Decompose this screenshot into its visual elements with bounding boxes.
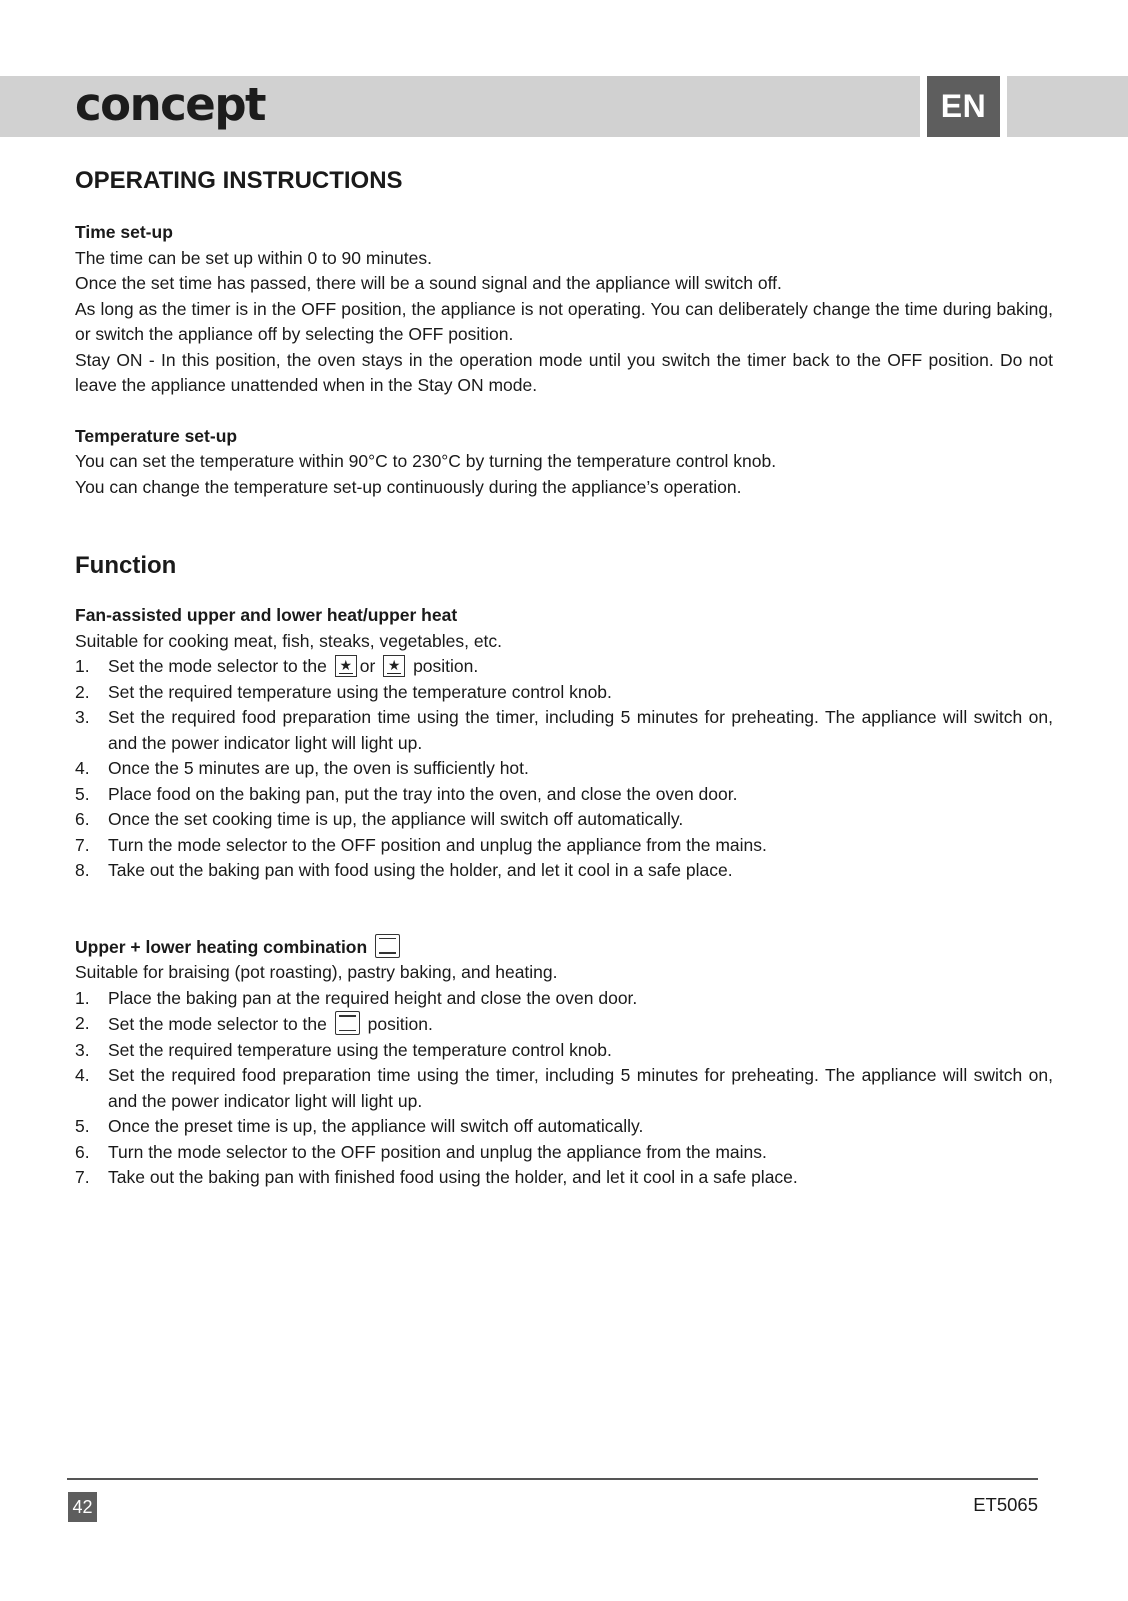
list-text: Set the required food preparation time using the timer, including 5 minutes for preheating. The appliance will switch on, and the power indicator light will light up.	[108, 1065, 1053, 1111]
model-number: ET5065	[973, 1494, 1038, 1515]
list-text: position.	[413, 656, 479, 676]
list-item	[75, 680, 1053, 706]
paragraph: As long as the timer is in the OFF position, the appliance is not operating. You can deliberately change the time during baking, or switch the appliance off by selecting the OFF position.	[75, 298, 1053, 344]
list-text: Take out the baking pan with finished food using the holder, and let it cool in a safe place.	[108, 1167, 798, 1187]
list-number: 7.	[75, 834, 90, 855]
steps-list-updown	[75, 986, 1053, 1191]
list-item	[75, 807, 1053, 833]
heading-temperature-setup: Temperature set-up	[75, 425, 238, 446]
list-text: Once the preset time is up, the appliance will switch off automatically.	[108, 1116, 644, 1136]
section-title-operating: OPERATING INSTRUCTIONS	[75, 167, 403, 194]
header-divider	[1000, 76, 1007, 137]
paragraph: Suitable for braising (pot roasting), pastry baking, and heating.	[75, 962, 558, 982]
page-number: 42	[68, 1492, 97, 1522]
list-number: 4.	[75, 758, 90, 778]
steps-list-fan	[75, 654, 1053, 884]
list-text: Once the set cooking time is up, the appliance will switch off automatically.	[108, 809, 684, 829]
list-item	[75, 1063, 1053, 1114]
list-item	[75, 858, 1053, 884]
paragraph: You can change the temperature set-up continuously during the appliance’s operation.	[75, 476, 742, 497]
list-number: 7.	[75, 1167, 90, 1187]
list-text: Set the required temperature using the temperature control knob.	[108, 1039, 612, 1060]
list-text: Set the mode selector to the	[108, 656, 327, 676]
list-number: 1.	[75, 656, 90, 676]
paragraph: The time can be set up within 0 to 90 minutes.	[75, 247, 432, 268]
list-text: position.	[367, 1014, 433, 1034]
list-number: 5.	[75, 783, 90, 804]
brand-logo: concept	[75, 78, 266, 131]
list-item	[75, 1011, 1053, 1038]
list-number: 6.	[75, 1141, 90, 1162]
list-text: Set the required temperature using the temperature control knob.	[108, 681, 612, 702]
list-text: Turn the mode selector to the OFF position and unplug the appliance from the mains.	[108, 1141, 767, 1162]
list-item	[75, 654, 1053, 680]
list-text: or	[359, 656, 376, 676]
list-text: Take out the baking pan with food using the holder, and let it cool in a safe place.	[108, 860, 733, 880]
heading-fan-assisted: Fan-assisted upper and lower heat/upper heat	[75, 605, 458, 625]
list-text: Place food on the baking pan, put the tray into the oven, and close the oven door.	[108, 783, 738, 804]
fan-upper-lower-heat-icon	[335, 655, 357, 677]
list-number: 3.	[75, 707, 90, 727]
language-badge: EN	[927, 76, 1000, 137]
list-item	[75, 782, 1053, 808]
paragraph: Stay ON - In this position, the oven stays in the operation mode until you switch the timer back to the OFF position. Do not leave the appliance unattended when in the Stay ON mode.	[75, 349, 1053, 395]
list-text: Set the required food preparation time using the timer, including 5 minutes for preheating. The appliance will switch on, and the power indicator light will light up.	[108, 707, 1053, 753]
list-item	[75, 1165, 1053, 1191]
list-number: 2.	[75, 1013, 90, 1033]
header-divider	[920, 76, 927, 137]
list-item	[75, 1140, 1053, 1166]
heading-text: Upper + lower heating combination	[75, 936, 368, 957]
heading-time-setup: Time set-up	[75, 222, 173, 242]
list-text: Place the baking pan at the required height and close the oven door.	[108, 987, 638, 1008]
upper-lower-heat-icon	[375, 934, 400, 958]
paragraph: You can set the temperature within 90°C to 230°C by turning the temperature control knob.	[75, 451, 777, 471]
list-number: 2.	[75, 681, 90, 702]
paragraph: Suitable for cooking meat, fish, steaks, vegetables, etc.	[75, 630, 503, 651]
footer-divider	[67, 1478, 1038, 1480]
list-number: 6.	[75, 809, 90, 829]
list-number: 4.	[75, 1065, 90, 1085]
list-item	[75, 1114, 1053, 1140]
list-text: Set the mode selector to the	[108, 1014, 327, 1034]
page-content	[75, 165, 1053, 1191]
list-item	[75, 1038, 1053, 1064]
heading-upper-lower-combination	[75, 934, 1053, 961]
list-item	[75, 705, 1053, 756]
paragraph: Once the set time has passed, there will be a sound signal and the appliance will switch off.	[75, 273, 782, 293]
list-text: Once the 5 minutes are up, the oven is sufficiently hot.	[108, 758, 529, 778]
upper-lower-heat-icon	[335, 1011, 360, 1035]
list-text: Turn the mode selector to the OFF position and unplug the appliance from the mains.	[108, 834, 767, 855]
list-item	[75, 833, 1053, 859]
section-title-function: Function	[75, 552, 177, 579]
list-item	[75, 986, 1053, 1012]
list-number: 8.	[75, 860, 90, 880]
list-number: 3.	[75, 1039, 90, 1060]
list-item	[75, 756, 1053, 782]
fan-upper-heat-icon	[383, 655, 405, 677]
list-number: 5.	[75, 1116, 90, 1136]
list-number: 1.	[75, 987, 90, 1008]
